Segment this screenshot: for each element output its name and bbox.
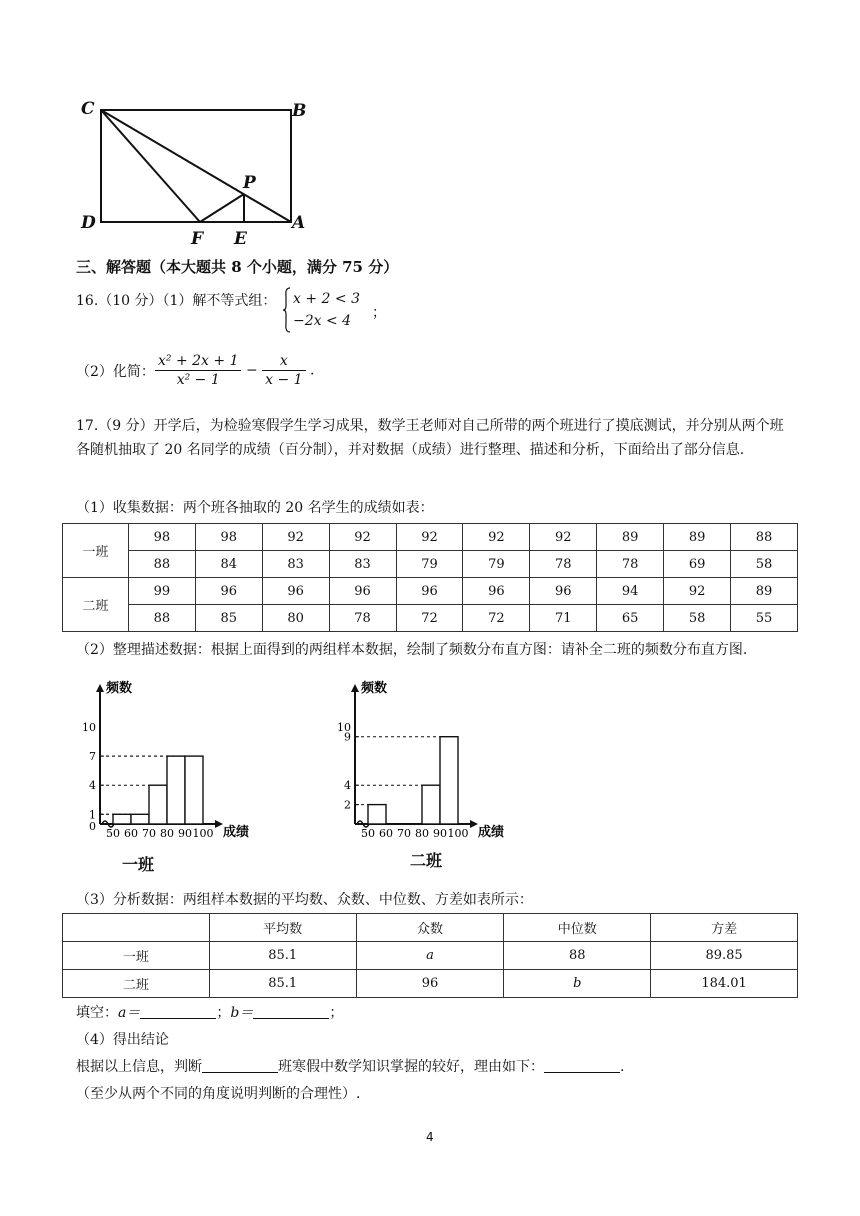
table-cell: 92 <box>262 524 329 551</box>
table-cell: 85.1 <box>209 942 356 970</box>
table-cell: 89 <box>664 524 731 551</box>
table-cell: 96 <box>463 578 530 605</box>
y-tick-label: 4 <box>344 779 351 793</box>
fill-in-line <box>76 1003 343 1023</box>
label-d: D <box>81 213 96 233</box>
table-cell: 55 <box>731 605 798 632</box>
histogram-class2 <box>325 672 545 872</box>
y-tick-label: 1 <box>89 808 96 822</box>
x-axis-label: 成绩 <box>223 825 250 840</box>
brace-icon <box>282 286 292 334</box>
table-cell: 二班 <box>63 970 210 998</box>
table-cell: 94 <box>597 578 664 605</box>
x-axis-arrow-icon <box>470 820 478 828</box>
table-cell: 88 <box>504 942 651 970</box>
table-row <box>63 551 798 578</box>
table-cell: 71 <box>530 605 597 632</box>
table-cell: 96 <box>530 578 597 605</box>
table-cell: 83 <box>262 551 329 578</box>
q16-part1 <box>76 291 276 311</box>
table-cell: 96 <box>356 970 504 998</box>
y-tick-label: 9 <box>344 730 351 744</box>
line-fp <box>200 194 244 222</box>
x-tick-label: 70 <box>142 827 156 840</box>
fraction-1 <box>155 352 241 389</box>
table-cell: 84 <box>195 551 262 578</box>
table-header: 中位数 <box>504 914 651 942</box>
table-cell: 85.1 <box>209 970 356 998</box>
answer-blank-class[interactable] <box>202 1058 278 1073</box>
inequality-2: −2x < 4 <box>293 313 352 329</box>
stats-table <box>62 913 798 998</box>
histogram-bar <box>167 756 185 824</box>
inequality-1: x + 2 < 3 <box>293 291 360 307</box>
fill-end: ； <box>329 1005 344 1021</box>
table-cell: 96 <box>396 578 463 605</box>
histogram-bar <box>185 756 203 824</box>
table-header: 方差 <box>651 914 798 942</box>
fraction-2 <box>262 352 305 389</box>
label-f: F <box>191 229 204 249</box>
fill-b-label: b＝ <box>230 1005 254 1021</box>
y-axis-arrow-icon <box>96 684 104 692</box>
table-row <box>63 605 798 632</box>
table-cell: 96 <box>329 578 396 605</box>
line-cf <box>101 110 200 222</box>
table-cell: 65 <box>597 605 664 632</box>
y-tick-label: 10 <box>82 721 96 734</box>
table-header: 众数 <box>356 914 504 942</box>
table-row <box>63 914 798 942</box>
x-tick-label: 70 <box>397 827 411 840</box>
answer-blank-b[interactable] <box>253 1004 329 1019</box>
table-cell: 88 <box>731 524 798 551</box>
section-heading: 三、解答题（本大题共 8 个小题，满分 75 分） <box>76 258 399 276</box>
x-axis-label: 成绩 <box>478 825 505 840</box>
q17-part2: （2）整理描述数据：根据上面得到的两组样本数据，绘制了频数分布直方图：请补全二班的频数分布直方图. <box>76 642 748 658</box>
fraction-2-numerator: x <box>262 352 305 371</box>
table-cell: 92 <box>329 524 396 551</box>
table-cell: 99 <box>128 578 195 605</box>
class2-label: 二班 <box>63 578 129 632</box>
answer-blank-reason[interactable] <box>544 1058 620 1073</box>
table-cell: 78 <box>329 605 396 632</box>
histogram-bar <box>422 785 440 824</box>
table-cell: 58 <box>731 551 798 578</box>
label-p: P <box>243 173 256 193</box>
y-axis-label: 频数 <box>361 681 388 696</box>
table-cell: 78 <box>530 551 597 578</box>
table-cell: 88 <box>128 605 195 632</box>
q16-prefix: 16.（10 分）（1）解不等式组： <box>76 293 277 309</box>
y-tick-label: 4 <box>89 779 96 793</box>
x-tick-label: 60 <box>124 827 138 840</box>
table-row <box>63 524 798 551</box>
histogram-bar <box>440 737 458 824</box>
y-tick-label: 7 <box>89 750 96 764</box>
x-tick-label: 50 <box>361 827 375 840</box>
table-row <box>63 578 798 605</box>
histogram-class1-title: 一班 <box>122 855 155 874</box>
q17-note: （至少从两个不同的角度说明判断的合理性）. <box>76 1086 361 1102</box>
table-cell: 89 <box>731 578 798 605</box>
histogram-bar <box>131 814 149 824</box>
table-cell: 58 <box>664 605 731 632</box>
q16-part2-prefix: （2）化简： <box>76 364 155 380</box>
q17-part4: （4）得出结论 <box>76 1032 169 1048</box>
table-cell: 79 <box>463 551 530 578</box>
label-e: E <box>234 229 247 249</box>
x-tick-label: 60 <box>379 827 393 840</box>
x-tick-label: 100 <box>192 827 214 840</box>
inequality-system <box>293 288 360 332</box>
expression-end: . <box>310 362 315 379</box>
table-row <box>63 942 798 970</box>
table-cell: 一班 <box>63 942 210 970</box>
x-tick-label: 90 <box>433 827 447 840</box>
answer-blank-a[interactable] <box>140 1004 216 1019</box>
scores-table <box>62 523 798 632</box>
conclusion-text-a: 根据以上信息，判断 <box>76 1059 202 1075</box>
table-cell: 184.01 <box>651 970 798 998</box>
geometry-figure <box>70 92 330 252</box>
page-number: 4 <box>426 1130 434 1144</box>
line-ca <box>101 110 291 222</box>
histogram-bar <box>368 805 386 824</box>
y-axis-label: 频数 <box>106 681 133 696</box>
fraction-2-denominator: x − 1 <box>265 372 303 388</box>
fraction-1-denominator: x² − 1 <box>176 372 220 388</box>
table-cell: 72 <box>396 605 463 632</box>
label-a: A <box>292 213 306 233</box>
fraction-expression <box>155 352 314 389</box>
histogram-bar <box>113 814 131 824</box>
table-cell: 89.85 <box>651 942 798 970</box>
y-tick-label: 10 <box>337 721 351 734</box>
fill-prefix: 填空： <box>76 1005 118 1021</box>
x-tick-label: 90 <box>178 827 192 840</box>
y-axis-arrow-icon <box>351 684 359 692</box>
table-cell: 89 <box>597 524 664 551</box>
fill-separator: ； <box>216 1005 231 1021</box>
x-tick-label: 80 <box>160 827 174 840</box>
table-cell: 92 <box>530 524 597 551</box>
conclusion-line <box>76 1057 624 1077</box>
x-tick-label: 50 <box>106 827 120 840</box>
fill-a-label: a＝ <box>118 1005 141 1021</box>
y-tick-label: 0 <box>89 820 96 833</box>
table-cell: b <box>504 970 651 998</box>
q17-intro: 17.（9 分）开学后，为检验寒假学生学习成果，数学王老师对自己所带的两个班进行了摸底测试，并分别从两个班各随机抽取了 20 名同学的成绩（百分制），并对数据（成绩）进行整理、描述和分析，下面给出了部分信息. <box>76 418 784 458</box>
histogram-bar <box>149 785 167 824</box>
label-b: B <box>292 101 307 121</box>
q17-part3: （3）分析数据：两组样本数据的平均数、众数、中位数、方差如表所示： <box>76 892 533 908</box>
class1-label: 一班 <box>63 524 129 578</box>
label-c: C <box>81 99 95 119</box>
conclusion-end: . <box>620 1059 625 1075</box>
ineq-suffix: ； <box>372 305 386 321</box>
table-cell: 92 <box>396 524 463 551</box>
table-cell: 85 <box>195 605 262 632</box>
table-row <box>63 970 798 998</box>
table-cell: 72 <box>463 605 530 632</box>
table-cell: 79 <box>396 551 463 578</box>
q17-part1: （1）收集数据：两个班各抽取的 20 名学生的成绩如表： <box>76 500 434 516</box>
fraction-1-numerator: x² + 2x + 1 <box>155 352 241 371</box>
x-tick-label: 100 <box>447 827 469 840</box>
table-cell: 92 <box>664 578 731 605</box>
table-cell: 96 <box>195 578 262 605</box>
table-cell: 88 <box>128 551 195 578</box>
minus-sign: − <box>245 362 258 379</box>
histogram-class2-title: 二班 <box>410 851 443 870</box>
table-cell: 96 <box>262 578 329 605</box>
table-cell: 98 <box>195 524 262 551</box>
table-cell: 83 <box>329 551 396 578</box>
table-cell: 92 <box>463 524 530 551</box>
table-cell: a <box>356 942 504 970</box>
table-header: 平均数 <box>209 914 356 942</box>
x-tick-label: 80 <box>415 827 429 840</box>
x-axis-arrow-icon <box>215 820 223 828</box>
table-cell: 69 <box>664 551 731 578</box>
table-cell: 80 <box>262 605 329 632</box>
conclusion-text-b: 班寒假中数学知识掌握的较好，理由如下： <box>278 1059 544 1075</box>
y-tick-label: 2 <box>344 798 351 812</box>
table-cell: 78 <box>597 551 664 578</box>
q16-part2 <box>76 362 155 382</box>
table-header <box>63 914 210 942</box>
table-cell: 98 <box>128 524 195 551</box>
histogram-class1 <box>70 672 290 872</box>
